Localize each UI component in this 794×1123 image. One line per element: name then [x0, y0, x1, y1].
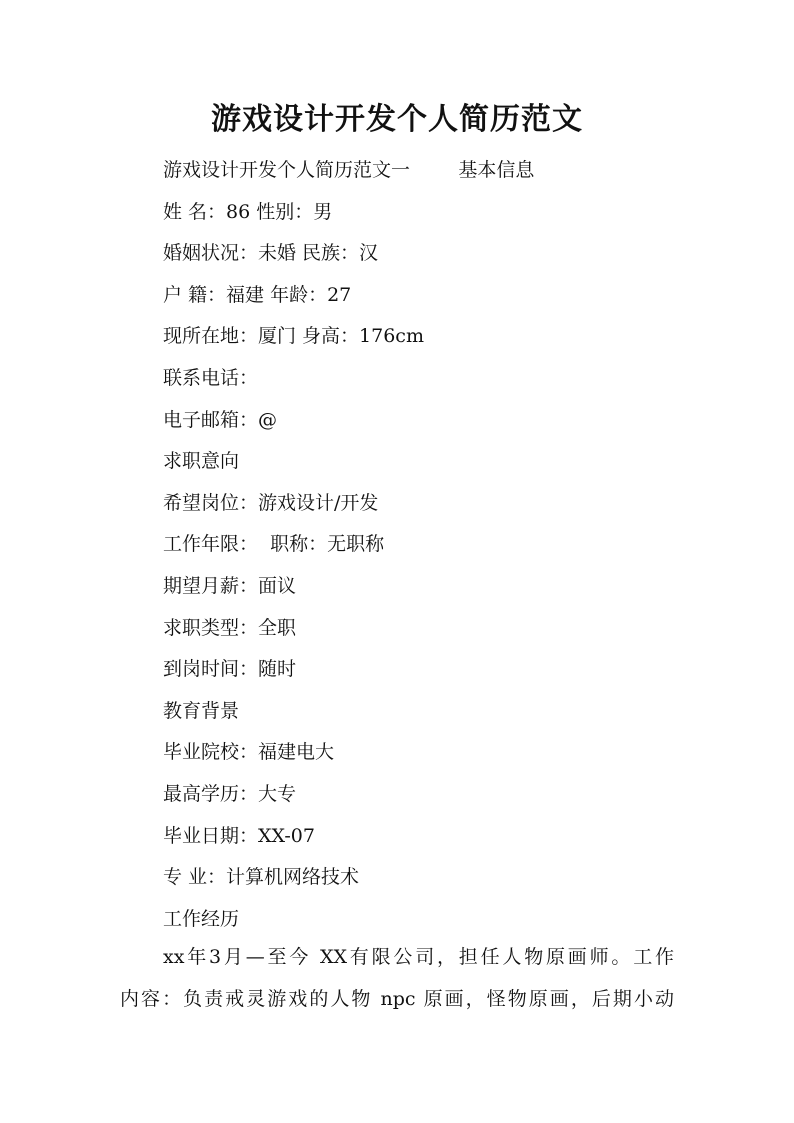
section-heading: 教育背景 — [163, 699, 240, 722]
resume-line: 姓 名：86 性别：男 — [163, 200, 333, 223]
resume-line: 希望岗位：游戏设计/开发 — [163, 491, 379, 514]
work-experience-paragraph — [120, 937, 674, 1020]
paragraph-line: 内容：负责戒灵游戏的人物 npc 原画，怪物原画，后期小动 — [120, 987, 674, 1010]
section-heading: 工作经历 — [163, 907, 240, 930]
resume-line: 电子邮箱：@ — [163, 408, 278, 431]
resume-line: 现所在地：厦门 身高：176cm — [163, 325, 424, 348]
resume-line: 游戏设计开发个人简历范文一 基本信息 — [163, 159, 535, 181]
resume-line: 到岗时间：随时 — [163, 658, 297, 681]
section-heading: 求职意向 — [163, 450, 240, 473]
resume-line: 期望月薪：面议 — [163, 574, 297, 597]
resume-line: 联系电话： — [163, 366, 259, 389]
resume-line: 专 业：计算机网络技术 — [163, 866, 360, 889]
paragraph-line: xx年3月—至今 XX有限公司，担任人物原画师。工作 — [163, 946, 674, 968]
resume-line: 工作年限： 职称：无职称 — [163, 533, 385, 556]
resume-line: 户 籍：福建 年龄：27 — [163, 283, 352, 306]
document-title: 游戏设计开发个人简历范文 — [211, 102, 583, 137]
resume-line: 毕业院校：福建电大 — [163, 741, 335, 764]
resume-line: 求职类型：全职 — [163, 616, 297, 639]
resume-line: 毕业日期：XX-07 — [163, 824, 315, 847]
resume-line: 婚姻状况：未婚 民族：汉 — [163, 242, 379, 265]
resume-line: 最高学历：大专 — [163, 782, 297, 805]
resume-lines — [163, 150, 683, 940]
